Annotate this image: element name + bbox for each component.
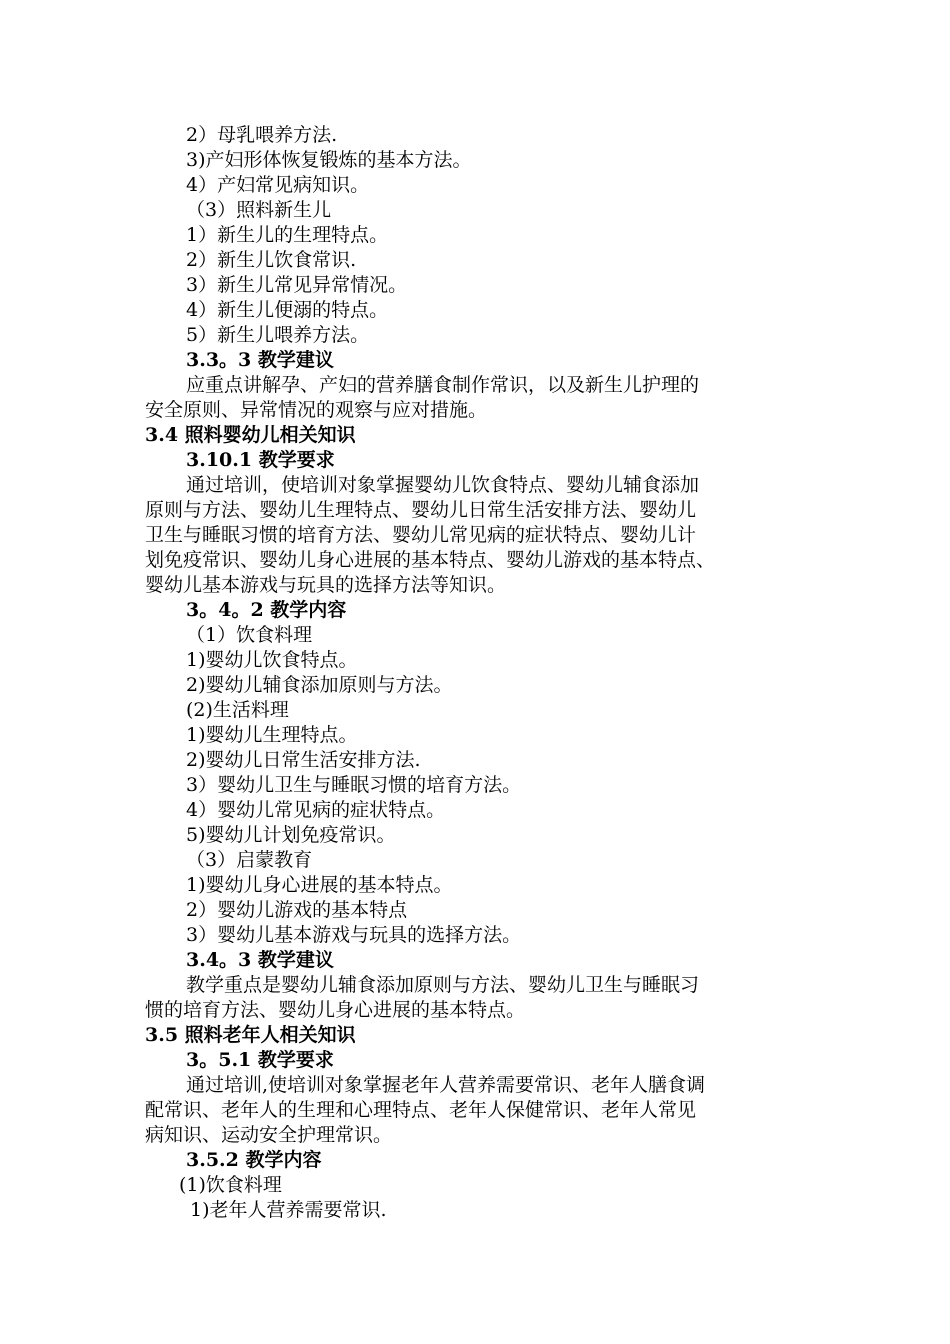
section-heading: 3。4。2 教学内容 bbox=[186, 599, 347, 621]
text-line: 4）产妇常见病知识。 bbox=[186, 174, 370, 196]
paragraph-line: 教学重点是婴幼儿辅食添加原则与方法、婴幼儿卫生与睡眠习 bbox=[186, 974, 700, 996]
section-heading: 3.5.2 教学内容 bbox=[186, 1149, 322, 1171]
text-line: 1)婴幼儿饮食特点。 bbox=[186, 649, 358, 671]
section-heading: 3.3。3 教学建议 bbox=[186, 349, 334, 371]
section-heading: 3.4。3 教学建议 bbox=[186, 949, 334, 971]
text-line: 3)产妇形体恢复锻炼的基本方法。 bbox=[186, 149, 472, 171]
text-line: （3）照料新生儿 bbox=[186, 199, 332, 221]
text-line: 1）新生儿的生理特点。 bbox=[186, 224, 389, 246]
text-line: 1)婴幼儿身心进展的基本特点。 bbox=[186, 874, 453, 896]
text-line: 1)婴幼儿生理特点。 bbox=[186, 724, 358, 746]
text-line: 3）新生儿常见异常情况。 bbox=[186, 274, 408, 296]
text-line: (1)饮食料理 bbox=[179, 1174, 282, 1196]
paragraph-line: 安全原则、异常情况的观察与应对措施。 bbox=[145, 399, 488, 421]
text-line: 2)婴幼儿辅食添加原则与方法。 bbox=[186, 674, 453, 696]
text-line: 4）新生儿便溺的特点。 bbox=[186, 299, 389, 321]
paragraph-line: 应重点讲解孕、产妇的营养膳食制作常识，以及新生儿护理的 bbox=[186, 374, 700, 396]
text-line: 3）婴幼儿卫生与睡眠习惯的培育方法。 bbox=[186, 774, 522, 796]
paragraph-line: 原则与方法、婴幼儿生理特点、婴幼儿日常生活安排方法、婴幼儿 bbox=[145, 499, 697, 521]
paragraph-line: 配常识、老年人的生理和心理特点、老年人保健常识、老年人常见 bbox=[145, 1099, 697, 1121]
text-line: 2）婴幼儿游戏的基本特点 bbox=[186, 899, 408, 921]
text-line: 5）新生儿喂养方法。 bbox=[186, 324, 370, 346]
paragraph-line: 划免疫常识、婴幼儿身心进展的基本特点、婴幼儿游戏的基本特点、 bbox=[145, 549, 716, 571]
section-heading: 3。5.1 教学要求 bbox=[186, 1049, 334, 1071]
text-line: （3）启蒙教育 bbox=[186, 849, 313, 871]
text-line: 2）母乳喂养方法. bbox=[186, 124, 338, 146]
paragraph-line: 通过培训,使培训对象掌握老年人营养需要常识、老年人膳食调 bbox=[186, 1074, 706, 1096]
text-line: 2)婴幼儿日常生活安排方法. bbox=[186, 749, 421, 771]
section-heading: 3.10.1 教学要求 bbox=[186, 449, 335, 471]
text-line: (2)生活料理 bbox=[186, 699, 289, 721]
text-line: 1)老年人营养需要常识. bbox=[190, 1199, 387, 1221]
text-line: 5)婴幼儿计划免疫常识。 bbox=[186, 824, 396, 846]
text-line: （1）饮食料理 bbox=[186, 624, 313, 646]
text-line: 2）新生儿饮食常识. bbox=[186, 249, 357, 271]
section-heading: 3.4 照料婴幼儿相关知识 bbox=[145, 424, 356, 446]
text-line: 3）婴幼儿基本游戏与玩具的选择方法。 bbox=[186, 924, 522, 946]
paragraph-line: 卫生与睡眠习惯的培育方法、婴幼儿常见病的症状特点、婴幼儿计 bbox=[145, 524, 697, 546]
section-heading: 3.5 照料老年人相关知识 bbox=[145, 1024, 356, 1046]
paragraph-line: 惯的培育方法、婴幼儿身心进展的基本特点。 bbox=[145, 999, 526, 1021]
paragraph-line: 婴幼儿基本游戏与玩具的选择方法等知识。 bbox=[145, 574, 507, 596]
paragraph-line: 通过培训，使培训对象掌握婴幼儿饮食特点、婴幼儿辅食添加 bbox=[186, 474, 700, 496]
paragraph-line: 病知识、运动安全护理常识。 bbox=[145, 1124, 393, 1146]
text-line: 4）婴幼儿常见病的症状特点。 bbox=[186, 799, 446, 821]
